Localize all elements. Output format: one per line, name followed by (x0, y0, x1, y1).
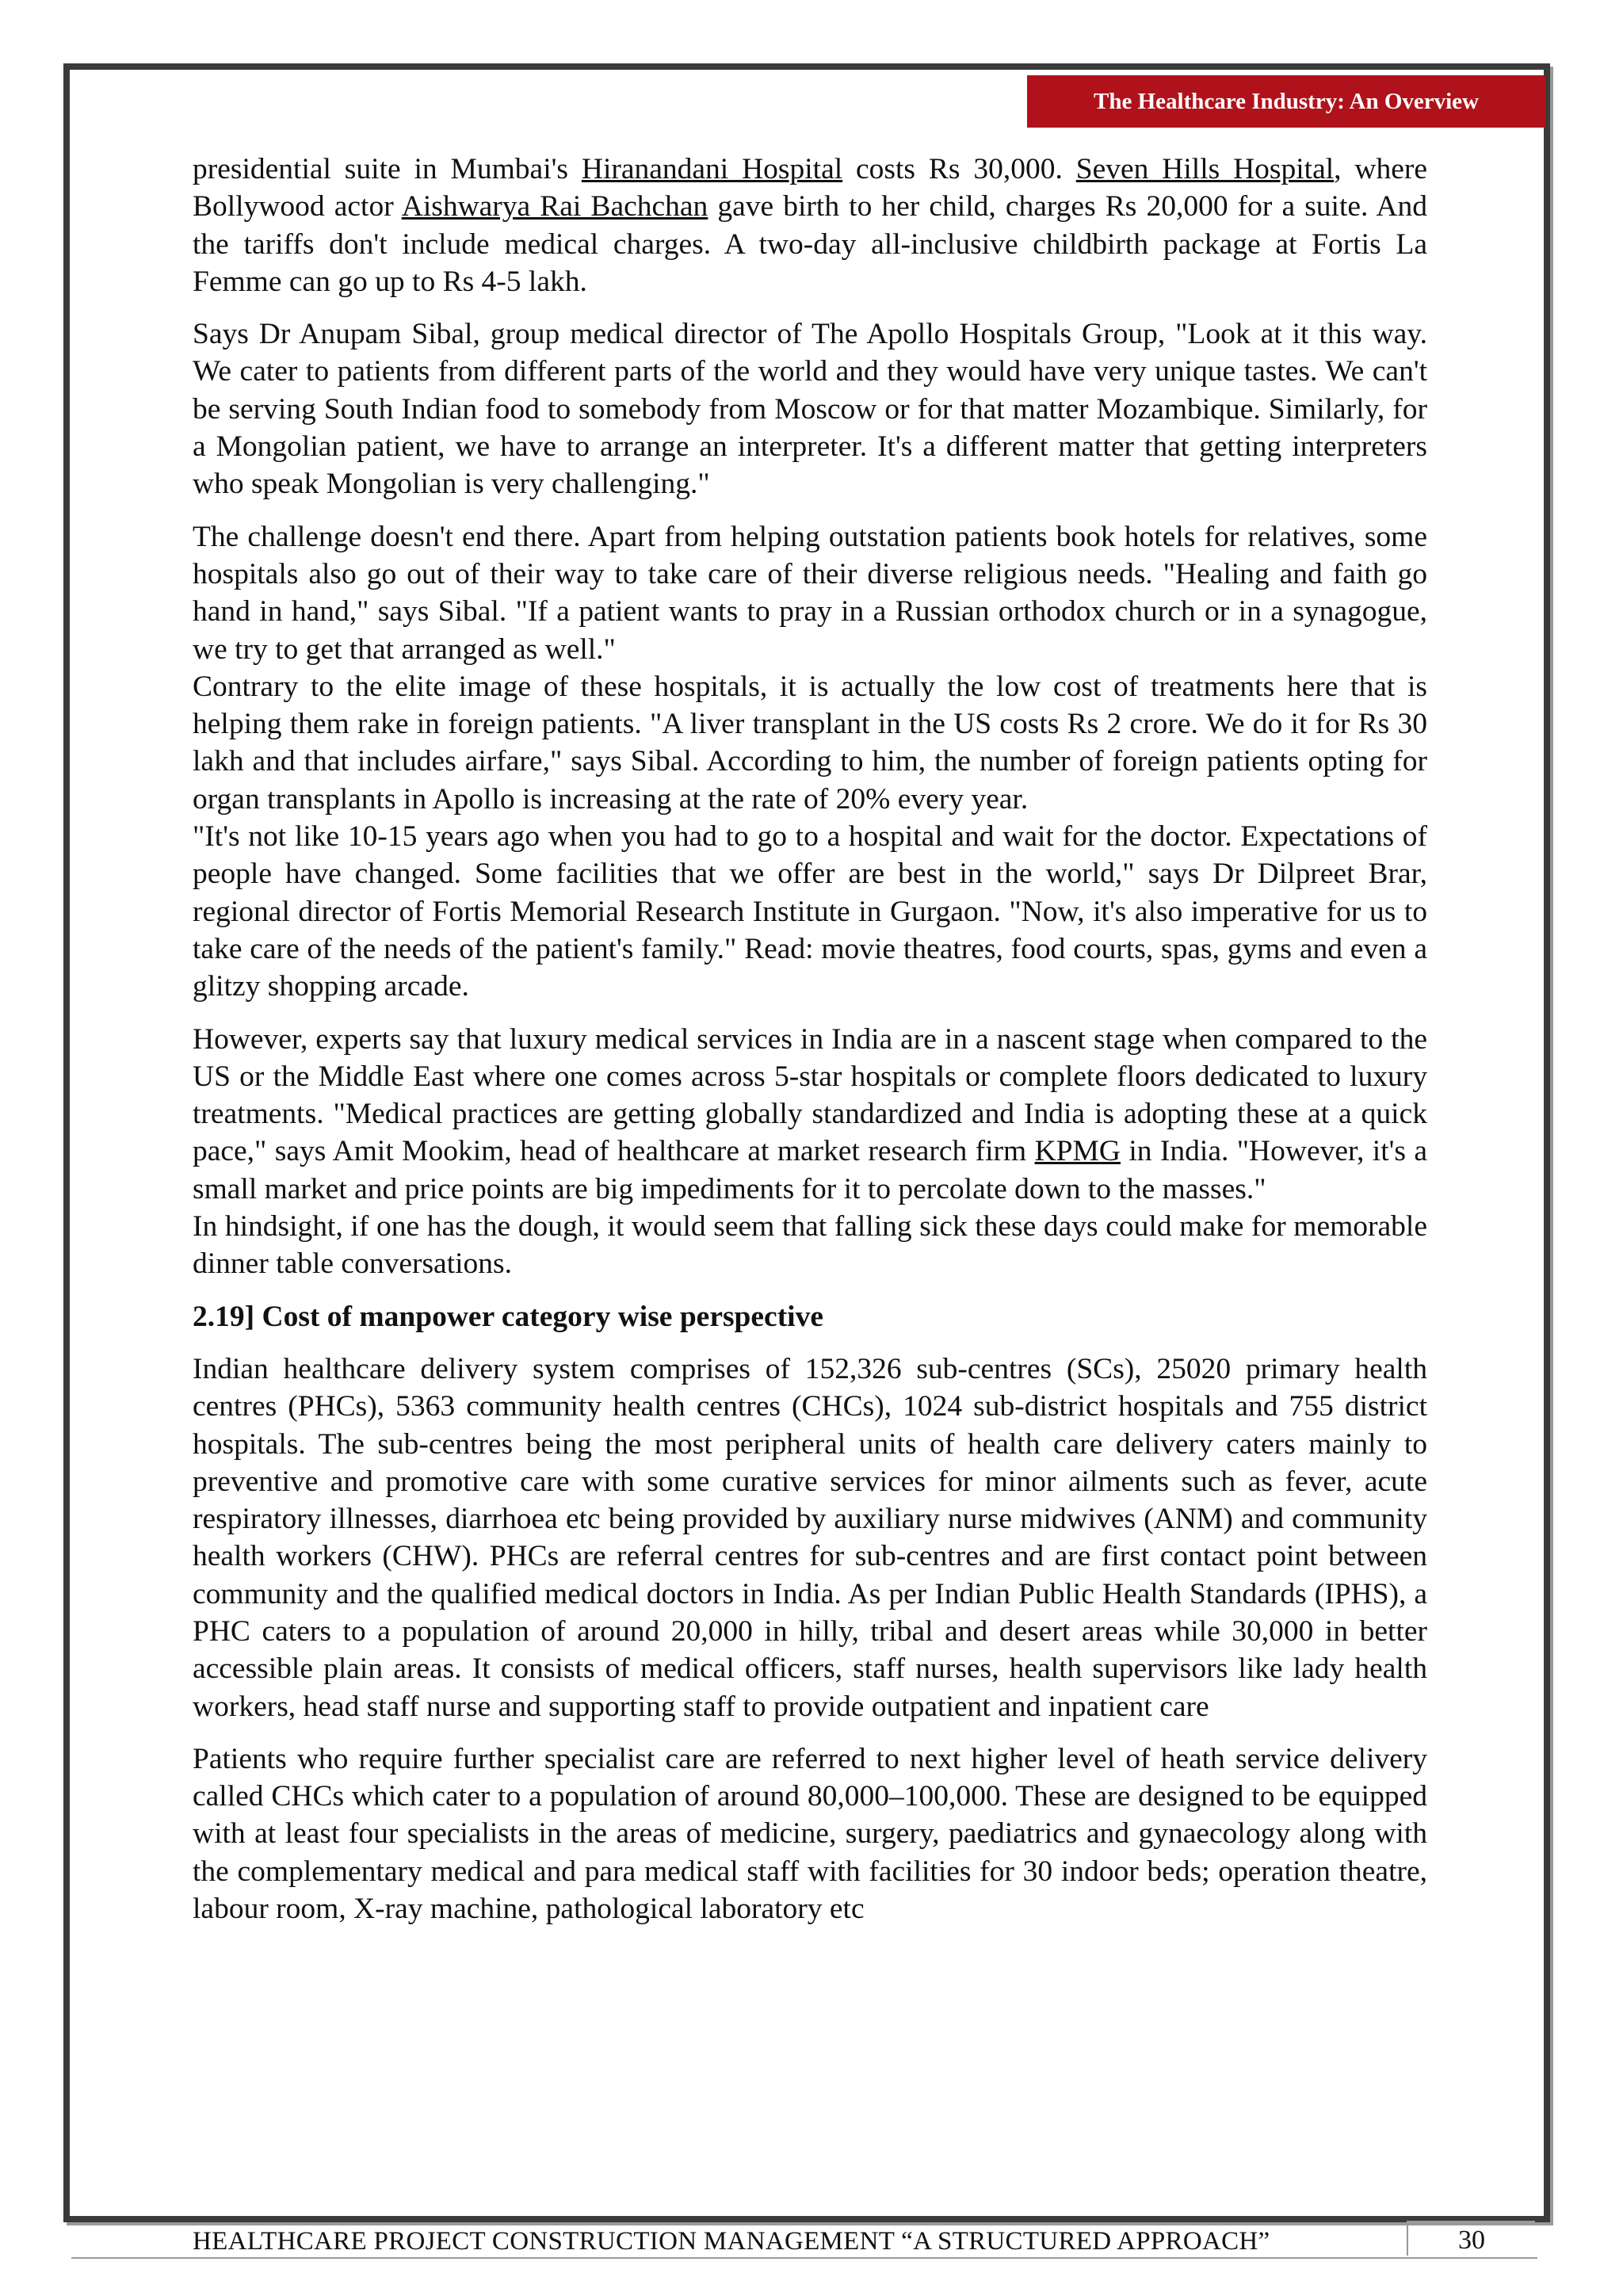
text-run: gave birth to her child, charges Rs 20,000 for a suite. And the tariffs don't include medical charges. A two-day all-inclusive childbirth package at Fortis La Femme can go up to Rs 4-5 lakh. (193, 190, 1427, 298)
page-number (1407, 2221, 1535, 2256)
page-number-text: 30 (1458, 2225, 1485, 2255)
text-run: , where Bollywood actor (193, 153, 1428, 223)
text-run: in India. "However, it's a small market and price points are big impediments for it to percolate down to the masses." (193, 1135, 1427, 1205)
paragraph-religious-needs: The challenge doesn't end there. Apart from helping outstation patients book hotels for relatives, some hospitals also go out of their way to take care of their diverse religious needs. "Healing and faith go hand in hand," says Sibal. "If a patient wants to pray in a Russian orthodox church or in a synagogue, we try to get that arranged as well." (193, 520, 1427, 666)
paragraph-low-cost: Contrary to the elite image of these hospitals, it is actually the low cost of treatments here that is helping them rake in foreign patients. "A liver transplant in the US costs Rs 2 crore. We do it for Rs 30 lakh and that includes airfare," says Sibal. According to him, the number of foreign patients opting for organ transplants in Apollo is increasing at the rate of 20% every year. (193, 670, 1427, 816)
paragraph-sibal-quote: Says Dr Anupam Sibal, group medical director of The Apollo Hospitals Group, "Look at it this way. We cater to patients from different parts of the world and they would have very unique tastes. We can't be serving South Indian food to somebody from Moscow or for that matter Mozambique. Similarly, for a Mongolian patient, we have to arrange an interpreter. It's a different matter that getting interpreters who speak Mongolian is very challenging." (193, 318, 1427, 501)
text-run: presidential suite in Mumbai's (193, 153, 582, 185)
paragraph-luxury-services (193, 1021, 1427, 1208)
paragraph-specialist-care: Patients who require further specialist care are referred to next higher level of heath service delivery called CHCs which cater to a population of around 80,000–100,000. These are designed to be equipped with at least four specialists in the areas of medicine, surgery, paediatrics and gynaecology along with the complementary medical and para medical staff with facilities for 30 indoor beds; operation theatre, labour room, X-ray machine, pathological laboratory etc (193, 1742, 1427, 1926)
footer-divider (71, 2257, 1537, 2259)
footer-title: HEALTHCARE PROJECT CONSTRUCTION MANAGEMENT “A STRUCTURED APPROACH” (193, 2227, 1270, 2256)
link-hiranandani-hospital[interactable]: Hiranandani Hospital (581, 153, 843, 185)
text-run: However, experts say that luxury medical services in India are in a nascent stage when compared to the US or the Middle East where one comes across 5-star hospitals or complete floors dedicated to luxury treatments. "Medical practices are getting globally standardized and India is adopting these at a quick pace," says Amit Mookim, head of healthcare at market research firm (193, 1022, 1427, 1168)
link-seven-hills-hospital[interactable]: Seven Hills Hospital (1075, 153, 1335, 185)
paragraph-hindsight: In hindsight, if one has the dough, it would seem that falling sick these days could make for memorable dinner table conversations. (193, 1210, 1427, 1281)
document-body (193, 151, 1427, 1943)
link-aishwarya-rai-bachchan[interactable]: Aishwarya Rai Bachchan (401, 190, 708, 223)
paragraph-suite-costs (193, 151, 1427, 300)
header-banner: The Healthcare Industry: An Overview (1027, 75, 1545, 128)
text-run: costs Rs 30,000. (842, 153, 1076, 185)
paragraph-delivery-system: Indian healthcare delivery system comprises of 152,326 sub-centres (SCs), 25020 primary health centres (PHCs), 5363 community health centres (CHCs), 1024 sub-district hospitals and 755 district hospitals. The sub-centres being the most peripheral units of health care delivery caters mainly to preventive and promotive care with some curative services for minor ailments such as fever, acute respiratory illnesses, diarrhoea etc being provided by auxiliary nurse midwives (ANM) and community health workers (CHW). PHCs are referral centres for sub-centres and are first contact point between community and the qualified medical doctors in India. As per Indian Public Health Standards (IPHS), a PHC caters to a population of around 20,000 in hilly, tribal and desert areas while 30,000 in better accessible plain areas. It consists of medical officers, staff nurses, health supervisors like lady health workers, head staff nurse and supporting staff to provide outpatient and inpatient care (193, 1352, 1427, 1723)
section-heading: 2.19] Cost of manpower category wise perspective (193, 1300, 823, 1333)
paragraph-expectations: "It's not like 10-15 years ago when you had to go to a hospital and wait for the doctor. Expectations of people have changed. Some facilities that we offer are best in the world," says Dr Dilpreet Brar, regional director of Fortis Memorial Research Institute in Gurgaon. "Now, it's also imperative for us to take care of the needs of the patient's family." Read: movie theatres, food courts, spas, gyms and even a glitzy shopping arcade. (193, 820, 1427, 1003)
link-kpmg[interactable]: KPMG (1034, 1135, 1121, 1168)
